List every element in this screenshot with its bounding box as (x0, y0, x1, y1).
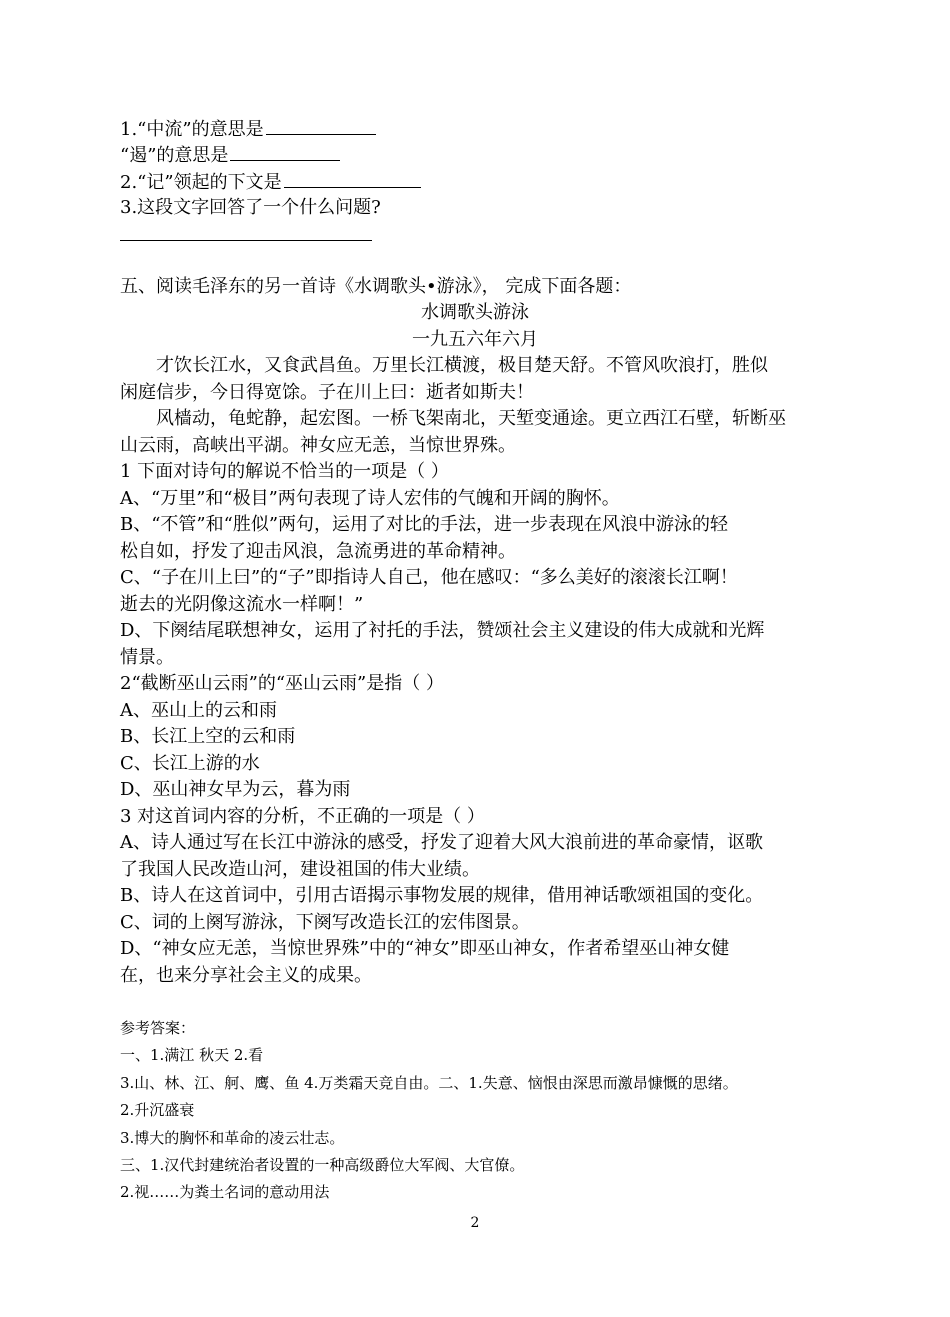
page-number: 2 (470, 1215, 480, 1231)
option-text: D、下阕结尾联想神女，运用了衬托的手法，赞颂社会主义建设的伟大成就和光辉 (120, 620, 765, 641)
answer-line: 2.视……为粪土名词的意动用法 (120, 1183, 330, 1201)
option-text: A、诗人通过写在长江中游泳的感受，抒发了迎着大风大浪前进的革命豪情，讴歌 (120, 832, 763, 853)
question-text: 3 对这首词内容的分析，不正确的一项是（ ） (120, 806, 485, 827)
poem-line: 才饮长江水，又食武昌鱼。万里长江横渡，极目楚天舒。不管风吹浪打，胜似 (156, 355, 768, 376)
answer-blank (230, 142, 340, 161)
option-text: A、巫山上的云和雨 (120, 700, 277, 721)
answer-line: 3.山、林、江、舸、鹰、鱼 4.万类霜天竞自由。二、1.失意、恼恨由深思而激昂慷慨的思绪。 (120, 1074, 738, 1092)
option-text: 松自如，抒发了迎击风浪，急流勇进的革命精神。 (120, 541, 516, 562)
option-text: 情景。 (120, 647, 174, 668)
option-text: C、长江上游的水 (120, 753, 260, 774)
option-text: D、“神女应无恙，当惊世界殊”中的“神女”即巫山神女，作者希望巫山神女健 (120, 938, 730, 959)
section-heading: 五、阅读毛泽东的另一首诗《水调歌头•游泳》， 完成下面各题： (120, 276, 632, 297)
answer-line: 3.博大的胸怀和革命的凌云壮志。 (120, 1129, 345, 1147)
question-1a: 1.“中流”的意思是 (120, 116, 832, 143)
answer-line: 一、1.满江 秋天 2.看 (120, 1046, 264, 1064)
answer-blank (120, 222, 372, 241)
option-text: C、“子在川上曰”的“子”即指诗人自己，他在感叹：“多么美好的滚滚长江啊！ (120, 567, 738, 588)
question-text: 2“截断巫山云雨”的“巫山云雨”是指（ ） (120, 673, 444, 694)
option-text: 在，也来分享社会主义的成果。 (120, 965, 372, 986)
answers-heading: 参考答案： (120, 1019, 196, 1037)
question-3-blank-line (120, 222, 832, 249)
option-text: C、词的上阕写游泳，下阕写改造长江的宏伟图景。 (120, 912, 530, 933)
answer-line: 2.升沉盛衰 (120, 1101, 195, 1119)
option-text: A、“万里”和“极目”两句表现了诗人宏伟的气魄和开阔的胸怀。 (120, 488, 620, 509)
poem-line: 闲庭信步，今日得宽馀。子在川上曰：逝者如斯夫！ (120, 382, 534, 403)
option-text: 了我国人民改造山河，建设祖国的伟大业绩。 (120, 859, 480, 880)
option-text: B、诗人在这首词中，引用古语揭示事物发展的规律，借用神话歌颂祖国的变化。 (120, 885, 764, 906)
answer-line: 三、1.汉代封建统治者设置的一种高级爵位大军阀、大官僚。 (120, 1156, 525, 1174)
option-text: 逝去的光阴像这流水一样啊！” (120, 594, 364, 615)
poem-line: 风樯动，龟蛇静，起宏图。一桥飞架南北，天堑变通途。更立西江石壁，斩断巫 (156, 408, 786, 429)
question-2: 2.“记”领起的下文是 (120, 169, 832, 196)
poem-date: 一九五六年六月 (412, 329, 538, 350)
poem-title: 水调歌头游泳 (421, 302, 529, 323)
option-text: B、长江上空的云和雨 (120, 726, 296, 747)
question-1b: “遏”的意思是 (120, 142, 832, 169)
question-text: 1 下面对诗句的解说不恰当的一项是（ ） (120, 461, 449, 482)
answer-blank (266, 116, 376, 135)
option-text: D、巫山神女早为云，暮为雨 (120, 779, 351, 800)
option-text: B、“不管”和“胜似”两句，运用了对比的手法，进一步表现在风浪中游泳的轻 (120, 514, 729, 535)
question-3: 3.这段文字回答了一个什么问题? (120, 197, 381, 218)
answer-blank (284, 169, 421, 188)
poem-line: 山云雨，高峡出平湖。神女应无恙，当惊世界殊。 (120, 435, 516, 456)
